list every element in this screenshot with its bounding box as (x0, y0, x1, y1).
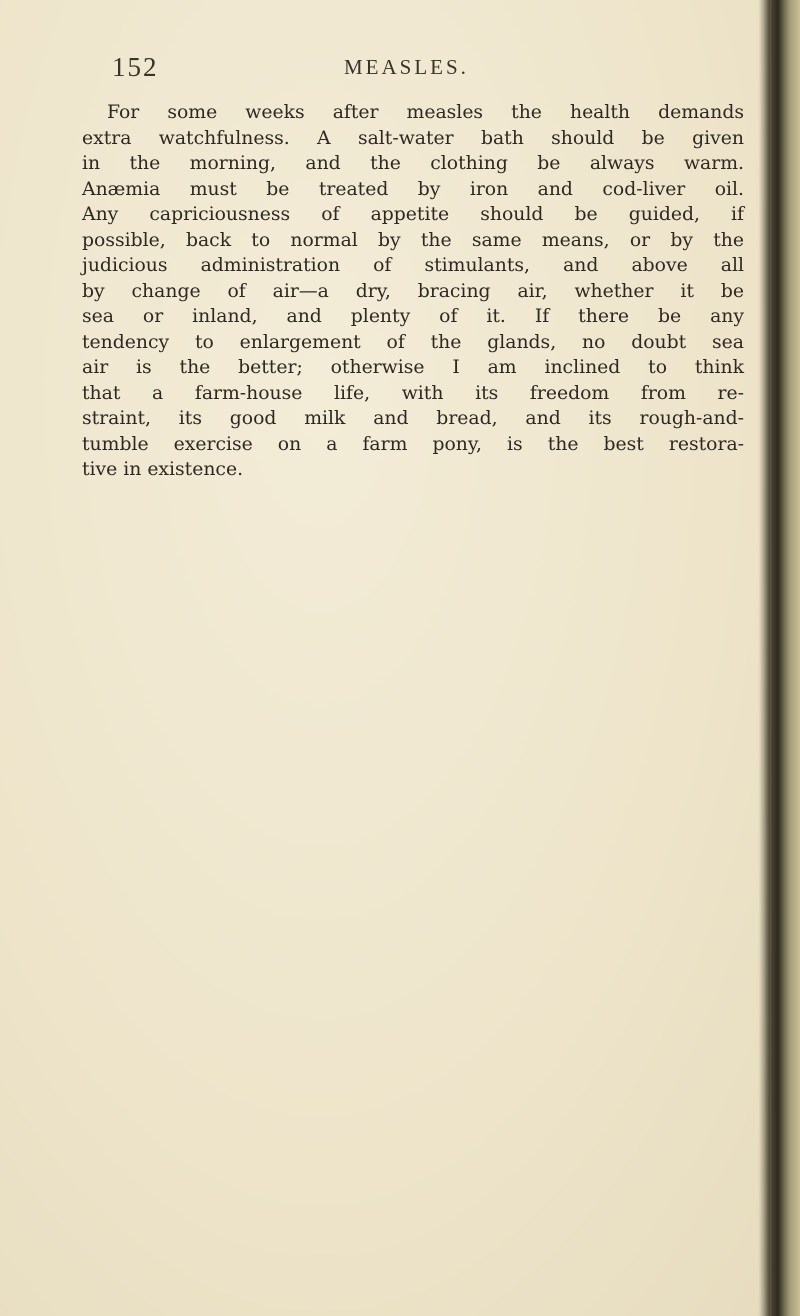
page-number: 152 (112, 52, 159, 82)
text-line: extra watchfulness. A salt-water bath should be given (82, 127, 744, 149)
body-paragraph (82, 100, 744, 483)
binding-shadow (760, 0, 770, 1316)
text-line: Any capriciousness of appetite should be guided, if (82, 204, 744, 225)
text-line: Anæmia must be treated by iron and cod-liver oil. (82, 178, 744, 200)
text-line: straint, its good milk and bread, and its rough-and- (82, 408, 744, 429)
text-line: sea or inland, and plenty of it. If there be any (82, 306, 744, 327)
text-line: judicious administration of stimulants, and above all (82, 255, 744, 276)
text-line: possible, back to normal by the same means, or by the (82, 229, 744, 251)
text-line: tumble exercise on a farm pony, is the best restora- (82, 433, 744, 455)
text-line: tive in existence. (82, 459, 244, 480)
text-line: in the morning, and the clothing be always warm. (82, 153, 744, 174)
text-line: that a farm-house life, with its freedom from re- (82, 382, 744, 404)
page-header (112, 52, 742, 86)
text-line: For some weeks after measles the health demands (107, 102, 744, 123)
running-head: MEASLES. (344, 55, 469, 79)
text-line: by change of air—a dry, bracing air, whether it be (82, 280, 744, 302)
text-line: tendency to enlargement of the glands, no doubt sea (82, 331, 744, 353)
text-line: air is the better; otherwise I am inclined to think (82, 357, 744, 378)
